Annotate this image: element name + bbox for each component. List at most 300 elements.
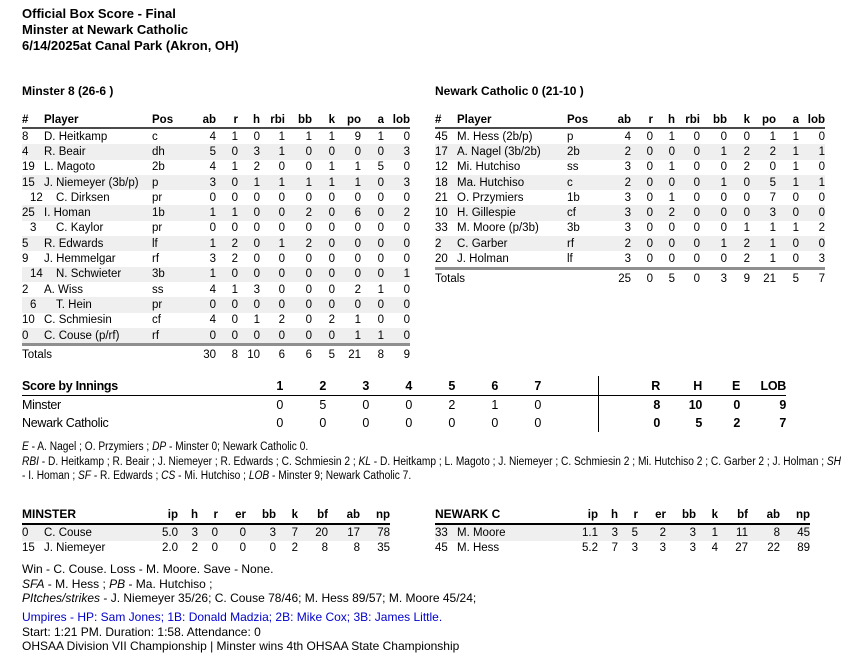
stat-k: 0: [328, 268, 335, 281]
batting-row: [22, 282, 410, 297]
stat-bb: 0: [305, 161, 312, 174]
col-header-a: a: [776, 110, 799, 128]
stat-rbi: 0: [693, 161, 700, 174]
stat-bb: 1: [720, 237, 727, 250]
player-number: 5: [22, 237, 29, 250]
stat-lob: 0: [818, 161, 825, 174]
stat-k: 0: [743, 191, 750, 204]
pitching-row: [435, 541, 810, 557]
stat-rbi: 0: [693, 145, 700, 158]
player-name: C. Garber: [457, 237, 508, 250]
player-position: pr: [152, 191, 163, 204]
batting-row: [22, 313, 410, 328]
col-header-r: r: [198, 503, 218, 524]
inning-runs: 0: [448, 416, 455, 430]
stat-k: 0: [743, 207, 750, 220]
stat-ab: 3: [624, 222, 631, 235]
batting-row: [22, 236, 410, 251]
text-segment: - J. Niemeyer 35/26; C. Couse 78/46; M. Hess 89/57; M. Moore 45/24;: [100, 591, 477, 606]
stat-bf: 11: [736, 526, 748, 539]
stat-ip: 5.0: [162, 526, 178, 539]
batting-row: [435, 144, 825, 159]
stat-bb: 0: [305, 191, 312, 204]
stat-h: 7: [611, 542, 618, 555]
stat-h: 0: [668, 176, 675, 189]
stat-k: 0: [328, 283, 335, 296]
stat-k: 0: [328, 329, 335, 342]
stat-po: 1: [769, 130, 776, 143]
col-header-lob: lob: [799, 110, 825, 128]
text-segment: E: [22, 441, 29, 453]
inning-runs: 0: [405, 416, 412, 430]
player-number: 14: [30, 268, 43, 281]
col-header-lob: lob: [384, 110, 410, 128]
stat-h: 0: [668, 145, 675, 158]
stat-po: 1: [769, 237, 776, 250]
stat-po: 1: [354, 314, 361, 327]
inning-runs: 2: [448, 398, 455, 412]
text-segment: - Minster 0; Newark Catholic 0.: [166, 441, 309, 453]
player-number: 10: [22, 314, 35, 327]
player-number: 2: [22, 283, 29, 296]
pitching-row: [22, 541, 390, 557]
player-name: M. Moore (p/3b): [457, 222, 539, 235]
col-header-k: k: [727, 110, 750, 128]
stat-r: 1: [231, 207, 238, 220]
batting-header-row: [22, 110, 410, 128]
total-ab: 30: [188, 345, 216, 365]
stat-rbi: 0: [693, 130, 700, 143]
stat-ab: 1: [209, 207, 216, 220]
col-header-bf: bf: [718, 503, 748, 524]
stat-bb: 0: [305, 329, 312, 342]
text-segment: - Minster 9; Newark Catholic 7.: [269, 470, 412, 482]
player-name: J. Niemeyer (3b/p): [44, 176, 139, 189]
stat-bb: 0: [305, 222, 312, 235]
player-position: p: [152, 176, 159, 189]
batting-row: [435, 128, 825, 144]
stat-a: 1: [792, 176, 799, 189]
total-errors: 0: [733, 398, 740, 412]
batting-row: [22, 297, 410, 312]
text-segment: KL: [358, 455, 371, 468]
stat-bf: 20: [315, 526, 328, 539]
stat-k: 0: [328, 298, 335, 311]
game-notes: [22, 440, 847, 484]
stat-ab: 1: [209, 268, 216, 281]
stat-ab: 2: [624, 176, 631, 189]
stat-bb: 0: [720, 191, 727, 204]
stat-h: 2: [253, 161, 260, 174]
championship-line: OHSAA Division VII Championship | Minster wins 4th OHSAA State Championship: [22, 639, 460, 654]
stat-rbi: 0: [693, 207, 700, 220]
player-name: R. Beair: [44, 145, 86, 158]
pitcher-number: 45: [435, 542, 448, 555]
pitcher-name: C. Couse: [44, 526, 92, 539]
stat-rbi: 0: [278, 329, 285, 342]
batting-header-row: [435, 110, 825, 128]
stat-np: 35: [377, 542, 390, 555]
col-header-ab: ab: [328, 503, 360, 524]
stat-bb: 1: [720, 176, 727, 189]
player-name: A. Wiss: [44, 283, 83, 296]
stat-a: 1: [792, 222, 799, 235]
stat-k: 0: [328, 222, 335, 235]
stat-r: 0: [231, 222, 238, 235]
stat-a: 0: [377, 191, 384, 204]
batting-row: [435, 251, 825, 268]
stat-bb: 3: [689, 542, 696, 555]
stat-r: 1: [231, 283, 238, 296]
stat-ab: 3: [209, 176, 216, 189]
pitching-row: [435, 524, 810, 541]
total-runs: 8: [653, 398, 660, 412]
stat-r: 1: [231, 130, 238, 143]
inning-runs: 0: [276, 416, 283, 430]
player-number: 3: [30, 222, 37, 235]
inning-runs: 0: [319, 416, 326, 430]
pitching-team-title: NEWARK C: [435, 503, 568, 524]
text-segment: SH: [826, 455, 841, 468]
player-number: 0: [22, 329, 29, 342]
stat-bf: 8: [321, 542, 328, 555]
stat-bb: 0: [720, 222, 727, 235]
stat-k: 0: [328, 207, 335, 220]
col-header-a: a: [361, 110, 384, 128]
total-po: 21: [750, 268, 776, 288]
player-number: 8: [22, 130, 29, 143]
start-duration-attendance-line: Start: 1:21 PM. Duration: 1:58. Attendance: 0: [22, 624, 261, 639]
col-header-bb: bb: [666, 503, 696, 524]
batting-row: [435, 221, 825, 236]
stat-ab: 3: [209, 253, 216, 266]
away-team-title: Minster 8 (26-6 ): [22, 84, 114, 98]
stat-a: 0: [377, 253, 384, 266]
player-name: N. Schwieter: [56, 268, 122, 281]
player-position: lf: [152, 237, 158, 250]
col-header-pos: Pos: [567, 110, 603, 128]
stat-rbi: 0: [278, 191, 285, 204]
player-position: c: [567, 176, 573, 189]
player-name: J. Holman: [457, 253, 509, 266]
text-segment: RBI: [22, 455, 39, 468]
stat-ab: 1: [209, 237, 216, 250]
batting-row: [435, 205, 825, 220]
stat-po: 0: [354, 191, 361, 204]
col-header-bb: bb: [285, 110, 312, 128]
total-lob: 9: [384, 345, 410, 365]
stat-bf: 27: [735, 542, 748, 555]
stat-a: 0: [792, 207, 799, 220]
col-header-po: po: [750, 110, 776, 128]
total-hits: 10: [688, 398, 702, 412]
stat-rbi: 2: [278, 314, 285, 327]
pitcher-name: M. Hess: [457, 542, 500, 555]
stat-po: 1: [354, 176, 361, 189]
stat-k: 0: [328, 237, 335, 250]
stat-po: 2: [769, 145, 776, 158]
stat-lob: 1: [818, 145, 825, 158]
stat-k: 0: [328, 145, 335, 158]
stat-r: 2: [231, 237, 238, 250]
inning-runs: 5: [319, 398, 326, 412]
player-name: I. Homan: [44, 207, 91, 220]
player-name: C. Couse (p/rf): [44, 329, 120, 342]
player-number: 17: [435, 145, 448, 158]
team-name: Newark Catholic: [22, 416, 109, 430]
stat-ab: 0: [209, 298, 216, 311]
col-header-rbi: rbi: [675, 110, 700, 128]
player-number: 15: [22, 176, 35, 189]
batting-row: [22, 251, 410, 266]
stat-a: 0: [792, 191, 799, 204]
player-name: T. Hein: [56, 298, 92, 311]
home-batting-table: [435, 110, 825, 288]
stat-r: 0: [231, 314, 238, 327]
stat-r: 0: [231, 176, 238, 189]
pitcher-name: M. Moore: [457, 526, 506, 539]
player-position: cf: [567, 207, 576, 220]
stat-k: 2: [328, 314, 335, 327]
stat-bb: 0: [720, 253, 727, 266]
stat-a: 5: [377, 161, 384, 174]
stat-a: 0: [377, 314, 384, 327]
game-info-block: [22, 610, 459, 654]
stat-lob: 0: [403, 191, 410, 204]
stat-rbi: 0: [278, 207, 285, 220]
stat-po: 0: [354, 253, 361, 266]
player-number: 12: [435, 161, 448, 174]
col-header-ip: ip: [148, 503, 178, 524]
totals-label: Totals: [435, 268, 603, 288]
stat-po: 0: [354, 145, 361, 158]
text-segment: - M. Hess ;: [44, 576, 110, 591]
stat-a: 0: [377, 207, 384, 220]
stat-er: 0: [239, 526, 246, 539]
stat-po: 7: [769, 191, 776, 204]
stat-rbi: 0: [278, 268, 285, 281]
stat-a: 0: [377, 237, 384, 250]
batting-row: [22, 267, 410, 282]
stat-np: 89: [797, 542, 810, 555]
stat-bb: 0: [305, 145, 312, 158]
player-position: 3b: [567, 222, 580, 235]
stat-h: 3: [191, 526, 198, 539]
pitcher-number: 15: [22, 542, 35, 555]
inning-runs: 0: [491, 416, 498, 430]
stat-h: 0: [253, 329, 260, 342]
batting-row: [22, 205, 410, 220]
hits-header: H: [660, 376, 702, 396]
home-pitching-section: [435, 503, 810, 556]
stat-po: 1: [354, 161, 361, 174]
line-score-divider: [541, 414, 598, 432]
batting-row: [22, 160, 410, 175]
stat-r: 0: [231, 329, 238, 342]
stat-r: 0: [646, 161, 653, 174]
stat-bb: 2: [305, 207, 312, 220]
sfa-pb-line: [22, 577, 476, 592]
stat-bb: 3: [689, 526, 696, 539]
stat-h: 0: [253, 298, 260, 311]
stat-h: 0: [668, 253, 675, 266]
stat-r: 0: [646, 145, 653, 158]
player-number: 25: [22, 207, 35, 220]
stat-lob: 3: [403, 145, 410, 158]
inning-runs: 0: [534, 416, 541, 430]
line-score-header-row: [22, 376, 786, 396]
pitching-header-row: [22, 503, 390, 524]
away-batting-table: [22, 110, 410, 364]
stat-lob: 0: [403, 298, 410, 311]
stat-ab: 0: [209, 329, 216, 342]
col-header-h: h: [653, 110, 675, 128]
col-header-bb: bb: [700, 110, 727, 128]
report-title: Official Box Score - Final: [22, 6, 176, 21]
player-position: 2b: [152, 161, 165, 174]
col-header-bb: bb: [246, 503, 276, 524]
stat-h: 3: [253, 145, 260, 158]
player-position: pr: [152, 222, 163, 235]
col-header-k: k: [312, 110, 335, 128]
stat-h: 0: [253, 268, 260, 281]
col-header-k: k: [276, 503, 298, 524]
inning-runs: 1: [491, 398, 498, 412]
stat-bb: 0: [269, 542, 276, 555]
stat-ip: 5.2: [582, 542, 598, 555]
total-lob: 7: [799, 268, 825, 288]
inning-runs: 0: [534, 398, 541, 412]
stat-a: 0: [377, 222, 384, 235]
text-segment: SFA: [22, 576, 45, 591]
stat-rbi: 0: [693, 176, 700, 189]
col-header-k: k: [696, 503, 718, 524]
line-score-title: Score by Innings: [22, 376, 240, 396]
player-name: M. Hess (2b/p): [457, 130, 533, 143]
stat-a: 0: [792, 237, 799, 250]
stat-lob: 1: [403, 268, 410, 281]
stat-h: 2: [668, 207, 675, 220]
stat-po: 0: [354, 298, 361, 311]
stat-lob: 0: [818, 191, 825, 204]
player-name: C. Dirksen: [56, 191, 110, 204]
stat-rbi: 0: [278, 298, 285, 311]
date-venue-line: 6/14/2025at Canal Park (Akron, OH): [22, 38, 239, 53]
stat-h: 0: [253, 130, 260, 143]
stat-r: 0: [231, 298, 238, 311]
col-header-h: h: [598, 503, 618, 524]
col-header-po: po: [335, 110, 361, 128]
decisions-block: [22, 562, 476, 606]
stat-bb: 0: [305, 253, 312, 266]
stat-k: 0: [743, 176, 750, 189]
pitches-strikes-line: [22, 591, 476, 606]
stat-a: 1: [792, 130, 799, 143]
stat-k: 2: [743, 145, 750, 158]
stat-bb: 0: [305, 314, 312, 327]
stat-r: 1: [231, 161, 238, 174]
stat-ip: 2.0: [162, 542, 178, 555]
player-name: D. Heitkamp: [44, 130, 108, 143]
stat-rbi: 0: [693, 253, 700, 266]
stat-h: 0: [253, 191, 260, 204]
player-number: 2: [435, 237, 442, 250]
pitching-team-title: MINSTER: [22, 503, 148, 524]
stat-bb: 2: [305, 237, 312, 250]
stat-h: 2: [191, 542, 198, 555]
stat-bb: 3: [269, 526, 276, 539]
inning-header-6: 6: [455, 376, 498, 396]
stat-ab: 3: [624, 207, 631, 220]
away-batting-section: [22, 84, 410, 364]
stat-a: 0: [377, 298, 384, 311]
player-name: L. Magoto: [44, 161, 96, 174]
notes-line-errors: [22, 440, 847, 455]
stat-r: 0: [646, 191, 653, 204]
stat-k: 2: [291, 542, 298, 555]
player-name: Mi. Hutchiso: [457, 161, 521, 174]
stat-ab: 4: [209, 314, 216, 327]
total-r: 8: [216, 345, 238, 365]
player-position: c: [152, 130, 158, 143]
batting-row: [22, 221, 410, 236]
player-name: C. Kaylor: [56, 222, 104, 235]
stat-lob: 0: [403, 222, 410, 235]
stat-rbi: 0: [278, 283, 285, 296]
stat-a: 0: [792, 253, 799, 266]
stat-ab: 3: [624, 191, 631, 204]
total-h: 5: [653, 268, 675, 288]
total-a: 8: [361, 345, 384, 365]
stat-h: 0: [253, 222, 260, 235]
col-header-player: Player: [44, 110, 152, 128]
stat-r: 0: [646, 222, 653, 235]
total-po: 21: [335, 345, 361, 365]
stat-lob: 2: [403, 207, 410, 220]
text-segment: SF: [78, 470, 92, 482]
col-header-np: np: [780, 503, 810, 524]
player-number: 12: [30, 191, 43, 204]
col-header-ab: ab: [603, 110, 631, 128]
total-bb: 6: [285, 345, 312, 365]
stat-h: 1: [668, 161, 675, 174]
stat-po: 3: [769, 207, 776, 220]
stat-lob: 3: [818, 253, 825, 266]
stat-lob: 0: [818, 237, 825, 250]
stat-h: 1: [253, 314, 260, 327]
batting-totals-row: [22, 345, 410, 365]
batting-row: [22, 128, 410, 144]
stat-h: 0: [668, 237, 675, 250]
stat-bb: 1: [305, 176, 312, 189]
stat-h: 1: [668, 130, 675, 143]
stat-h: 3: [253, 283, 260, 296]
total-rbi: 0: [675, 268, 700, 288]
stat-bb: 0: [720, 130, 727, 143]
matchup-line: Minster at Newark Catholic: [22, 22, 189, 37]
stat-rbi: 0: [693, 222, 700, 235]
stat-a: 1: [377, 329, 384, 342]
line-score-divider: [541, 376, 598, 396]
player-number: 19: [22, 161, 35, 174]
stat-a: 0: [377, 176, 384, 189]
line-score-section: [22, 376, 786, 432]
stat-r: 0: [211, 526, 218, 539]
stat-rbi: 0: [693, 237, 700, 250]
player-name: A. Nagel (3b/2b): [457, 145, 541, 158]
stat-po: 5: [769, 176, 776, 189]
col-header-np: np: [360, 503, 390, 524]
